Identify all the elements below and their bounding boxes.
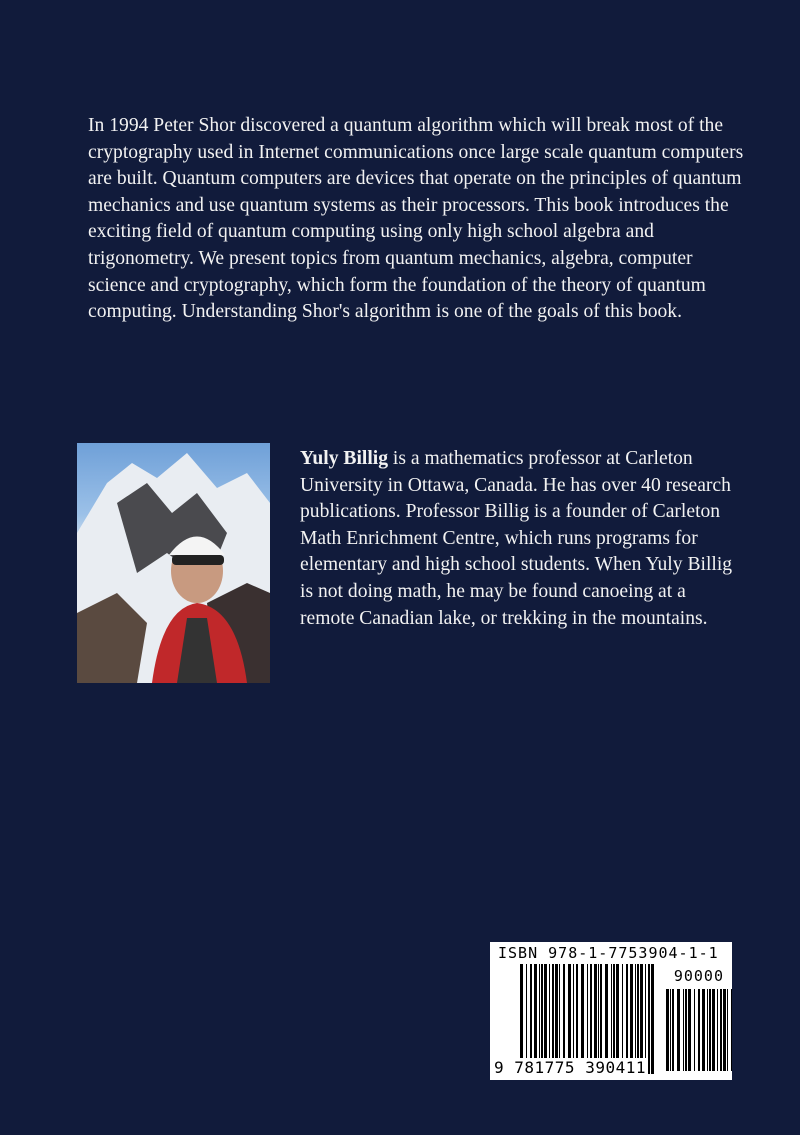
author-photo	[77, 443, 270, 683]
isbn-barcode	[490, 942, 732, 1080]
price-code: 90000	[673, 967, 724, 985]
author-photo-image	[77, 443, 270, 683]
blurb-text: In 1994 Peter Shor discovered a quantum algorithm which will break most of the cryptography used in Internet communications once large scale quantum computers are built. Quantum computers are devices that operate on the principles of quantum mechanics and use quantum systems as their processors. This book introduces the exciting field of quantum computing using only high school algebra and trigonometry. We present topics from quantum mechanics, algebra, computer science and cryptography, which form the foundation of the theory of quantum computing. Understanding Shor's algorithm is one of the goals of this book.	[88, 115, 744, 323]
author-bio	[300, 446, 740, 632]
ean-number: 9 781775 390411	[494, 1058, 646, 1077]
isbn-text: ISBN 978-1-7753904-1-1	[498, 944, 719, 962]
author-bio-text: is a mathematics professor at Carleton University in Ottawa, Canada. He has over 40 research publications. Professor Billig is a founder of Carleton Math Enrichment Centre, which runs programs for elementary and high school students. When Yuly Billig is not doing math, he may be found canoeing at a remote Canadian lake, or trekking in the mountains.	[300, 448, 733, 629]
back-cover-blurb	[88, 113, 748, 326]
author-name: Yuly Billig	[300, 448, 389, 469]
